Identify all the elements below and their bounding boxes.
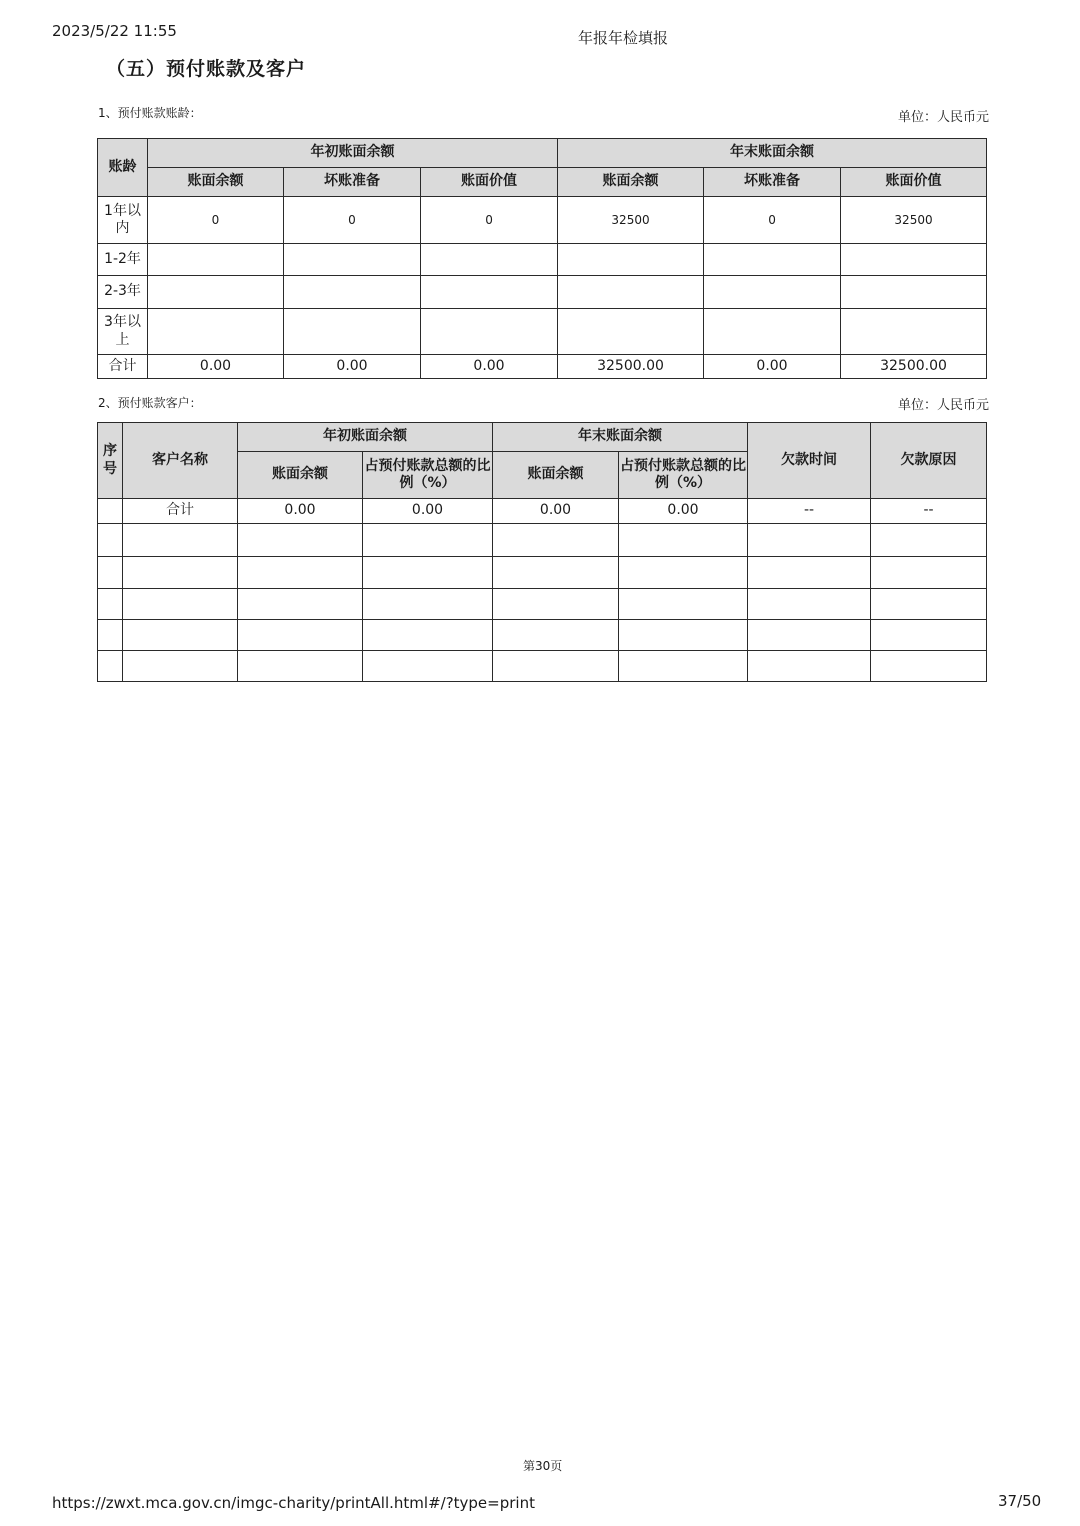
header-end-balance: 年末账面余额 [493,423,748,452]
table-cell [123,557,238,589]
table-cell [493,620,619,651]
table-cell [363,524,493,557]
table-cell [871,651,987,682]
table-cell [748,589,871,620]
table-cell [704,276,841,309]
total-row [98,355,987,379]
table-cell: 0 [148,197,284,244]
table-cell [619,557,748,589]
table-cell [123,620,238,651]
header-arrears-reason: 欠款原因 [871,423,987,499]
table-cell: 0 [421,197,558,244]
table-cell [619,620,748,651]
total-cell: 32500.00 [558,355,704,379]
page-number: 第30页 [523,1459,563,1473]
document-header-title: 年报年检填报 [578,29,669,47]
total-cell: 0.00 [238,499,363,524]
header-seq: 序号 [98,423,123,499]
total-cell: -- [748,499,871,524]
total-cell: 0.00 [493,499,619,524]
table2-caption: 2、预付账款客户： [98,396,202,410]
table-cell [748,651,871,682]
table-cell [421,276,558,309]
table-cell [619,524,748,557]
table-cell [748,557,871,589]
table-cell [98,620,123,651]
row-label: 2-3年 [98,276,148,309]
subheader-book-value: 账面价值 [421,168,558,197]
table-cell [123,589,238,620]
table-cell [748,524,871,557]
header-age: 账龄 [98,139,148,197]
table-cell: 0 [704,197,841,244]
table-cell [284,244,421,276]
table-cell [98,524,123,557]
table-cell [363,589,493,620]
table-row [98,651,987,682]
table-cell [148,276,284,309]
table-cell [871,620,987,651]
table-cell [238,651,363,682]
row-label: 1-2年 [98,244,148,276]
table-row [98,620,987,651]
table-cell [841,276,987,309]
table-cell [238,589,363,620]
page-count: 37/50 [998,1492,1042,1510]
table-cell [619,589,748,620]
header-arrears-time: 欠款时间 [748,423,871,499]
table-cell [493,557,619,589]
total-cell: 0.00 [363,499,493,524]
total-row [98,499,987,524]
table-cell [98,589,123,620]
table-cell [493,589,619,620]
total-cell: 0.00 [148,355,284,379]
total-cell: 32500.00 [841,355,987,379]
table-cell [123,524,238,557]
table-row [98,197,987,244]
subheader-book-balance: 账面余额 [558,168,704,197]
table-cell [148,244,284,276]
header-begin-balance: 年初账面余额 [148,139,558,168]
table-cell [284,276,421,309]
total-label: 合计 [98,355,148,379]
aging-table [97,138,987,379]
table1-caption: 1、预付账款账龄： [98,106,202,120]
table-cell [558,244,704,276]
print-datetime: 2023/5/22 11:55 [52,22,177,40]
table-cell [363,557,493,589]
total-label: 合计 [123,499,238,524]
subheader-bad-debt: 坏账准备 [704,168,841,197]
table-cell: 0 [284,197,421,244]
table-cell [148,309,284,355]
table-cell [558,276,704,309]
table-cell [363,651,493,682]
total-cell: 0.00 [704,355,841,379]
table-cell [619,651,748,682]
table-cell [704,244,841,276]
table-cell [238,557,363,589]
table-cell [363,620,493,651]
total-cell: 0.00 [421,355,558,379]
table1-unit: 单位：人民币元 [898,110,990,125]
header-begin-balance: 年初账面余额 [238,423,493,452]
table-cell [284,309,421,355]
table-row [98,276,987,309]
subheader-ratio: 占预付账款总额的比例（%） [363,452,493,499]
table-cell [98,557,123,589]
table-row [98,244,987,276]
table-cell [841,309,987,355]
table-cell [98,499,123,524]
row-label: 1年以内 [98,197,148,244]
table-cell [871,524,987,557]
table-cell [558,309,704,355]
table-cell: 32500 [558,197,704,244]
total-cell: 0.00 [284,355,421,379]
customer-table [97,422,987,682]
table-cell [238,524,363,557]
row-label: 3年以上 [98,309,148,355]
section-title: （五）预付账款及客户 [106,58,307,80]
subheader-book-value: 账面价值 [841,168,987,197]
table-cell [871,589,987,620]
table-cell [421,309,558,355]
print-url: https://zwxt.mca.gov.cn/imgc-charity/printAll.html#/?type=print [52,1494,535,1512]
table-cell [238,620,363,651]
table-cell [98,651,123,682]
subheader-book-balance: 账面余额 [148,168,284,197]
subheader-ratio: 占预付账款总额的比例（%） [619,452,748,499]
header-end-balance: 年末账面余额 [558,139,987,168]
header-customer-name: 客户名称 [123,423,238,499]
table-cell: 32500 [841,197,987,244]
subheader-book-balance: 账面余额 [238,452,363,499]
table-cell [421,244,558,276]
table2-unit: 单位：人民币元 [898,398,990,413]
table-cell [748,620,871,651]
table-row [98,309,987,355]
total-cell: -- [871,499,987,524]
table-cell [841,244,987,276]
table-cell [493,524,619,557]
table-row [98,557,987,589]
table-cell [704,309,841,355]
table-cell [871,557,987,589]
table-row [98,524,987,557]
table-row [98,589,987,620]
subheader-book-balance: 账面余额 [493,452,619,499]
subheader-bad-debt: 坏账准备 [284,168,421,197]
table-cell [123,651,238,682]
total-cell: 0.00 [619,499,748,524]
table-cell [493,651,619,682]
